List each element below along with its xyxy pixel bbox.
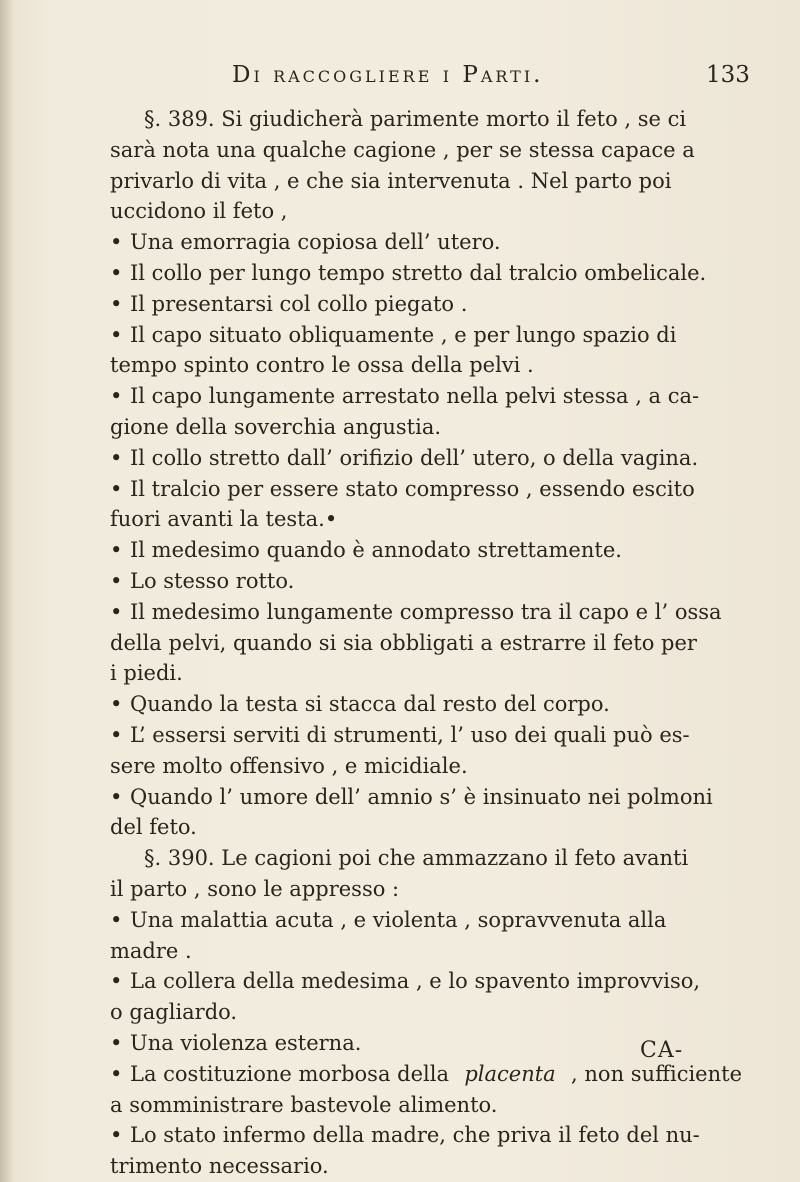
list-item — [110, 782, 742, 844]
paragraph-line: privarlo di vita , e che sia intervenuta . Nel parto poi — [110, 168, 672, 193]
list-item-line: Il tralcio per essere stato compresso , essendo escito — [130, 476, 695, 501]
bullet-mark: • — [110, 384, 123, 409]
list-item-line: Lo stesso rotto. — [130, 568, 295, 593]
list-item-line: L’ essersi serviti di strumenti, l’ uso dei quali può es- — [130, 722, 690, 747]
bullet-mark: • — [110, 322, 123, 347]
list-item-line: della pelvi, quando si sia obbligati a estrarre il feto per — [110, 630, 697, 655]
page-gutter-shadow — [0, 0, 14, 1182]
list-item — [110, 258, 742, 289]
bullet-mark: • — [110, 969, 123, 994]
bullet-mark: • — [110, 599, 123, 624]
bullet-mark: • — [110, 692, 123, 717]
list-item-line: sere molto offensivo , e micidiale. — [110, 753, 468, 778]
bullet-mark: • — [110, 1123, 123, 1148]
list-item-line: Quando la testa si stacca dal resto del corpo. — [130, 692, 610, 717]
list-item-line: Il presentarsi col collo piegato . — [130, 291, 468, 316]
list-item-line: i piedi. — [110, 661, 183, 686]
list-item — [110, 320, 742, 382]
list-item-line: fuori avanti la testa.• — [110, 507, 338, 532]
causes-list-389 — [110, 227, 742, 843]
paragraph-line: uccidono il feto , — [110, 199, 288, 224]
list-item-line: tempo spinto contro le ossa della pelvi . — [110, 353, 534, 378]
bullet-mark: • — [110, 907, 123, 932]
bullet-mark: • — [110, 445, 123, 470]
list-item — [110, 720, 742, 782]
list-item — [110, 1059, 742, 1121]
body-text — [110, 104, 742, 1182]
list-item-line: o gagliardo. — [110, 1000, 238, 1025]
bullet-mark: • — [110, 1061, 123, 1086]
list-item-line: Una violenza esterna. — [130, 1030, 362, 1055]
list-item-line: Una emorragia copiosa dell’ utero. — [130, 230, 501, 255]
page-header — [0, 62, 800, 96]
paragraph-line: §. 390. Le cagioni poi che ammazzano il feto avanti — [144, 846, 689, 871]
bullet-mark: • — [110, 538, 123, 563]
list-item-line: Lo stato infermo della madre, che priva il feto del nu- — [130, 1123, 700, 1148]
list-item-line: La costituzione morbosa della placenta , non sufficiente — [130, 1061, 742, 1086]
list-item — [110, 905, 742, 967]
list-item-line: madre . — [110, 938, 192, 963]
paragraph-line: sarà nota una qualche cagione , per se stessa capace a — [110, 137, 695, 162]
list-item-line: Il capo situato obliquamente , e per lungo spazio di — [130, 322, 677, 347]
paragraph-line: il parto , sono le appresso : — [110, 876, 400, 901]
bullet-mark: • — [110, 291, 123, 316]
list-item-line: Il medesimo quando è annodato strettamente. — [130, 538, 622, 563]
bullet-mark: • — [110, 260, 123, 285]
list-item-line: Una malattia acuta , e violenta , sopravvenuta alla — [130, 907, 667, 932]
page-number: 133 — [706, 62, 750, 88]
list-item-line: Il collo per lungo tempo stretto dal tralcio ombelicale. — [130, 260, 707, 285]
list-item — [110, 535, 742, 566]
list-item — [110, 566, 742, 597]
list-item-line: Il capo lungamente arrestato nella pelvi stessa , a ca- — [130, 384, 700, 409]
bullet-mark: • — [110, 784, 123, 809]
bullet-mark: • — [110, 476, 123, 501]
list-item-line: a somministrare bastevole alimento. — [110, 1092, 498, 1117]
list-item-line: Quando l’ umore dell’ amnio s’ è insinuato nei polmoni — [130, 784, 713, 809]
bullet-mark: • — [110, 1030, 123, 1055]
list-item-line: Il medesimo lungamente compresso tra il capo e l’ ossa — [130, 599, 722, 624]
list-item — [110, 689, 742, 720]
bullet-mark: • — [110, 230, 123, 255]
list-item-line: gione della soverchia angustia. — [110, 414, 442, 439]
list-item — [110, 966, 742, 1028]
list-item-line: Il collo stretto dall’ orifizio dell’ utero, o della vagina. — [130, 445, 699, 470]
list-item — [110, 597, 742, 689]
running-head: Di raccogliere i Parti. — [232, 62, 544, 88]
paragraph-389 — [110, 104, 742, 227]
list-item — [110, 381, 742, 443]
list-item-line: del feto. — [110, 815, 197, 840]
paragraph-line: §. 389. Si giudicherà parimente morto il feto , se ci — [144, 107, 687, 131]
list-item-line: La collera della medesima , e lo spavento improvviso, — [130, 969, 701, 994]
list-item — [110, 1120, 742, 1182]
list-item-line: trimento necessario. — [110, 1154, 329, 1179]
paragraph-390 — [110, 843, 742, 905]
list-item — [110, 443, 742, 474]
catchword: CA- — [640, 1038, 684, 1063]
list-item — [110, 474, 742, 536]
list-item — [110, 289, 742, 320]
list-item — [110, 227, 742, 258]
bullet-mark: • — [110, 568, 123, 593]
bullet-mark: • — [110, 722, 123, 747]
